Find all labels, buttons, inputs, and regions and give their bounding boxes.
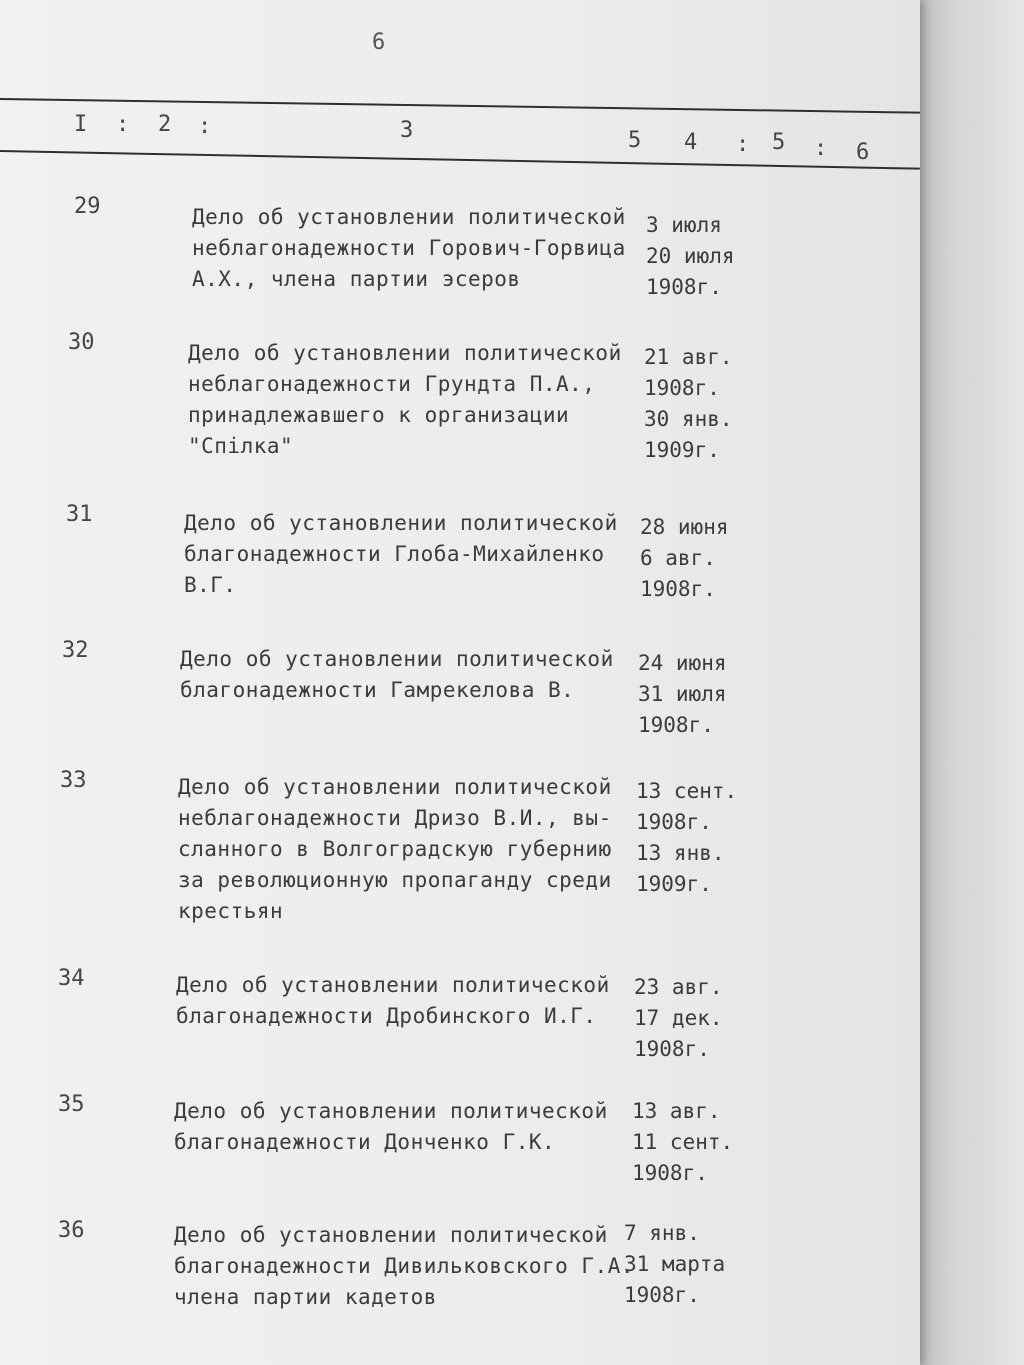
record-description: Дело об установлении политической неблагонадежности Грундта П.А., принадлежавшего к организации "Спілка" [188,341,622,458]
record-number: 35 [58,1092,85,1117]
page-number: 6 [372,30,386,55]
record-description: Дело об установлении политической благонадежности Донченко Г.К. [174,1099,608,1154]
record-dates: 28 июня 6 авг. 1908г. [640,515,729,601]
record-dates: 23 авг. 17 дек. 1908г. [634,975,723,1061]
record-description: Дело об установлении политической неблагонадежности Дризо В.И., вы- сланного в Волгоградскую губернию за революционную пропаганду среди крестьян [178,775,612,923]
record-number: 32 [62,638,89,663]
record-dates: 24 июня 31 июля 1908г. [638,651,727,737]
column-header-4-overtyped: 5 [628,128,644,153]
header-top-rule [0,98,920,114]
column-header-3: 3 [400,118,416,143]
record-number: 33 [60,768,87,793]
column-header-6: 6 [856,140,872,165]
record-description: Дело об установлении политической благонадежности Дробинского И.Г. [176,973,610,1028]
column-separator: : [736,132,752,157]
record-number: 34 [58,966,85,991]
column-separator: : [198,114,214,139]
column-header-1: I [74,112,90,137]
record-dates: 13 авг. 11 сент. 1908г. [632,1099,734,1185]
record-number: 31 [66,502,93,527]
column-header-4: 4 [684,130,700,155]
record-dates: 7 янв. 31 марта 1908г. [624,1221,726,1307]
record-dates: 21 авг. 1908г. 30 янв. 1909г. [644,345,733,462]
record-number: 30 [68,330,95,355]
column-separator: : [814,136,830,161]
column-header-5: 5 [772,130,788,155]
column-separator: : [116,112,132,137]
record-number: 29 [74,194,101,219]
record-description: Дело об установлении политической благонадежности Дивильковского Г.А. члена партии кадетов [174,1223,635,1309]
record-dates: 3 июля 20 июля 1908г. [646,213,735,299]
record-dates: 13 сент. 1908г. 13 янв. 1909г. [636,779,738,896]
record-description: Дело об установлении политической благонадежности Гамрекелова В. [180,647,614,702]
column-header-2: 2 [158,112,174,137]
record-description: Дело об установлении политической благонадежности Глоба-Михайленко В.Г. [184,511,618,597]
record-description: Дело об установлении политической неблагонадежности Горович-Горвица А.Х., члена партии эсеров [192,205,626,291]
adjacent-page-edge [920,0,1024,1365]
record-number: 36 [58,1218,85,1243]
